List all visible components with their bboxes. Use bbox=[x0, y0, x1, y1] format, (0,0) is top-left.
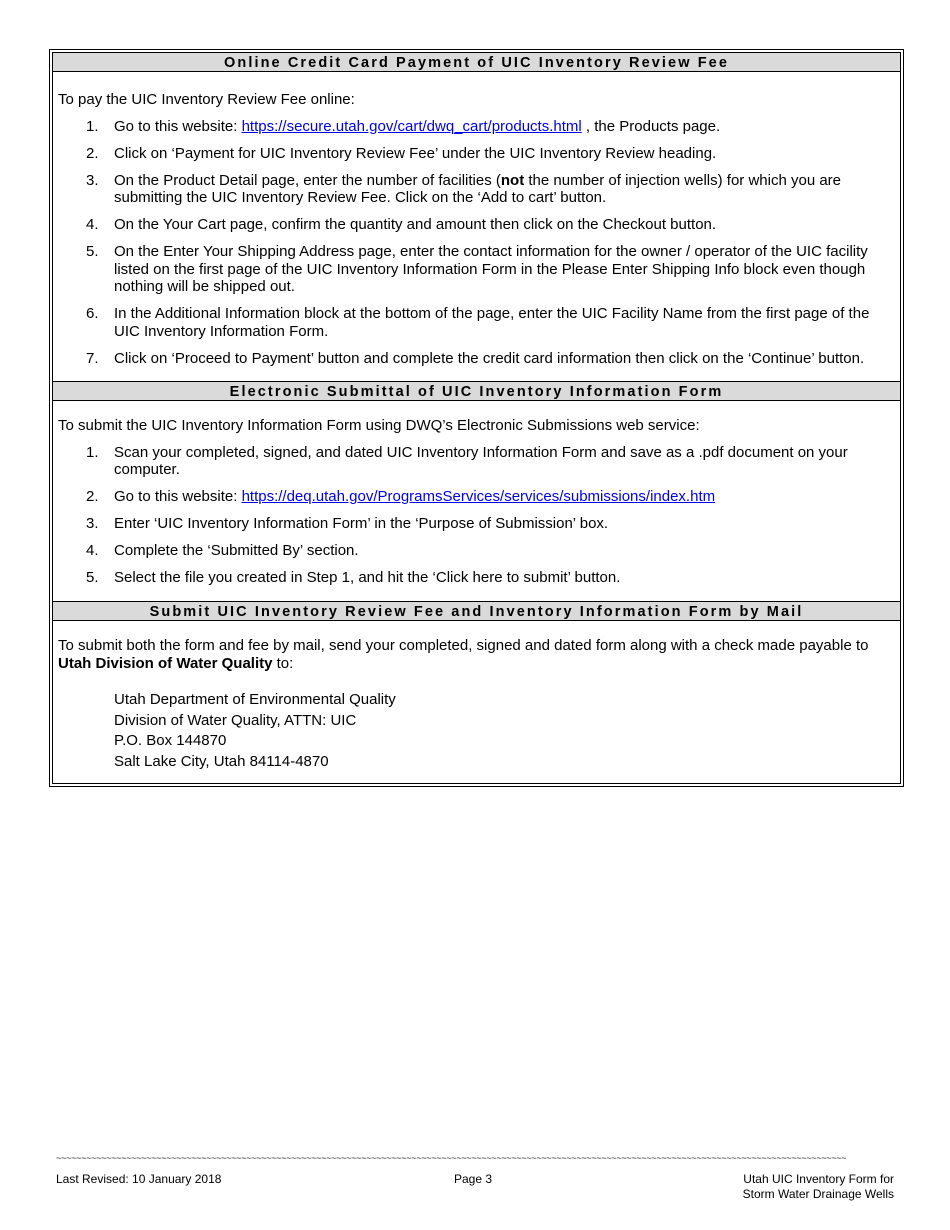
online-payment-intro: To pay the UIC Inventory Review Fee online: bbox=[58, 91, 355, 108]
step-number: 1. bbox=[86, 117, 99, 135]
mail-header: Submit UIC Inventory Review Fee and Inventory Information Form by Mail bbox=[53, 601, 900, 621]
footer-doc-title-line: Utah UIC Inventory Form for bbox=[743, 1172, 894, 1186]
step-text: Go to this website: bbox=[114, 117, 242, 135]
address-line: P.O. Box 144870 bbox=[114, 732, 227, 749]
step-text: Click on ‘Payment for UIC Inventory Review Fee’ under the UIC Inventory Review heading. bbox=[114, 144, 717, 162]
list-item bbox=[58, 172, 894, 207]
step-number: 5. bbox=[86, 243, 99, 260]
products-page-link[interactable]: https://secure.utah.gov/cart/dwq_cart/products.html bbox=[241, 117, 582, 135]
online-payment-header: Online Credit Card Payment of UIC Inventory Review Fee bbox=[53, 52, 900, 72]
step-text: On the Enter Your Shipping Address page, enter the contact information for the owner / operator of the UIC facility listed on the first page of the UIC Inventory Information Form in the Please Enter Shipping Info block even though nothing will be shipped out. bbox=[114, 243, 868, 295]
online-payment-section bbox=[58, 91, 894, 377]
step-text: , the Products page. bbox=[581, 117, 721, 135]
mail-intro-text: To submit both the form and fee by mail, send your completed, signed and dated form along with a check made payable to bbox=[58, 637, 869, 654]
electronic-submittal-section bbox=[58, 417, 894, 596]
list-item bbox=[58, 145, 894, 163]
mail-intro bbox=[58, 637, 894, 672]
step-number: 4. bbox=[86, 216, 99, 233]
mail-intro-text: to: bbox=[272, 654, 294, 672]
step-number: 7. bbox=[86, 349, 99, 367]
form-inner-border bbox=[52, 52, 901, 784]
list-item bbox=[58, 515, 894, 533]
list-item bbox=[58, 488, 894, 506]
electronic-submittal-intro: To submit the UIC Inventory Information Form using DWQ’s Electronic Submissions web service: bbox=[58, 417, 700, 434]
list-item bbox=[58, 569, 894, 587]
mail-section bbox=[58, 637, 894, 772]
step-text: Scan your completed, signed, and dated UIC Inventory Information Form and save as a .pdf document on your computer. bbox=[114, 443, 848, 478]
electronic-submittal-header: Electronic Submittal of UIC Inventory Information Form bbox=[53, 381, 900, 401]
list-item bbox=[58, 118, 894, 136]
step-text: Complete the ‘Submitted By’ section. bbox=[114, 542, 359, 559]
list-item bbox=[58, 542, 894, 560]
footer-last-revised: Last Revised: 10 January 2018 bbox=[56, 1172, 222, 1186]
step-text: On the Your Cart page, confirm the quantity and amount then click on the Checkout button. bbox=[114, 216, 717, 233]
form-frame bbox=[49, 49, 904, 787]
emphasis-text: not bbox=[500, 171, 525, 189]
step-text: the number of injection wells) for which you are submitting the UIC Inventory Review Fee. Click on the ‘Add to cart’ button. bbox=[114, 171, 842, 206]
step-number: 6. bbox=[86, 305, 99, 322]
payee-name: Utah Division of Water Quality bbox=[58, 654, 273, 672]
list-item bbox=[58, 305, 894, 340]
address-line: Utah Department of Environmental Quality bbox=[114, 691, 396, 708]
submissions-page-link[interactable]: https://deq.utah.gov/ProgramsServices/services/submissions/index.htm bbox=[241, 488, 716, 505]
electronic-submittal-steps bbox=[58, 444, 894, 587]
list-item bbox=[58, 350, 894, 368]
step-text: In the Additional Information block at the bottom of the page, enter the UIC Facility Name from the first page of the UIC Inventory Information Form. bbox=[114, 305, 870, 340]
step-number: 5. bbox=[86, 569, 99, 586]
footer-page-number: Page 3 bbox=[454, 1172, 493, 1186]
mailing-address bbox=[114, 690, 894, 772]
step-number: 4. bbox=[86, 542, 99, 559]
step-text: Click on ‘Proceed to Payment’ button and complete the credit card information then click on the ‘Continue’ button. bbox=[114, 349, 865, 367]
step-text: On the Product Detail page, enter the number of facilities ( bbox=[114, 171, 501, 189]
step-text: Enter ‘UIC Inventory Information Form’ in the ‘Purpose of Submission’ box. bbox=[114, 515, 609, 532]
address-line: Salt Lake City, Utah 84114-4870 bbox=[114, 752, 329, 770]
footer-rule: ~~~~~~~~~~~~~~~~~~~~~~~~~~~~~~~~~~~~~~~~~~~~~~~~~~~~~~~~~~~~~~~~~~~~~~~~~~~~~~~~~~~~~~~~~~~~~~~~~~~~~~~~~~~~~~~~~~~~~~~~~~~~~~~~~~~~~~~~~~~~~~~~~~~~~~~~~~~~~~ bbox=[56, 1154, 847, 1164]
step-text: Select the file you created in Step 1, and hit the ‘Click here to submit’ button. bbox=[114, 569, 621, 586]
step-number: 2. bbox=[86, 144, 99, 162]
list-item bbox=[58, 216, 894, 234]
footer-doc-title-line: Storm Water Drainage Wells bbox=[742, 1186, 894, 1201]
step-text: Go to this website: bbox=[114, 488, 242, 505]
list-item bbox=[58, 444, 894, 479]
step-number: 3. bbox=[86, 171, 99, 189]
step-number: 3. bbox=[86, 515, 99, 532]
step-number: 2. bbox=[86, 488, 99, 505]
step-number: 1. bbox=[86, 443, 99, 461]
list-item bbox=[58, 243, 894, 296]
online-payment-steps bbox=[58, 118, 894, 368]
footer-doc-title bbox=[743, 1172, 894, 1201]
address-line: Division of Water Quality, ATTN: UIC bbox=[114, 711, 357, 729]
